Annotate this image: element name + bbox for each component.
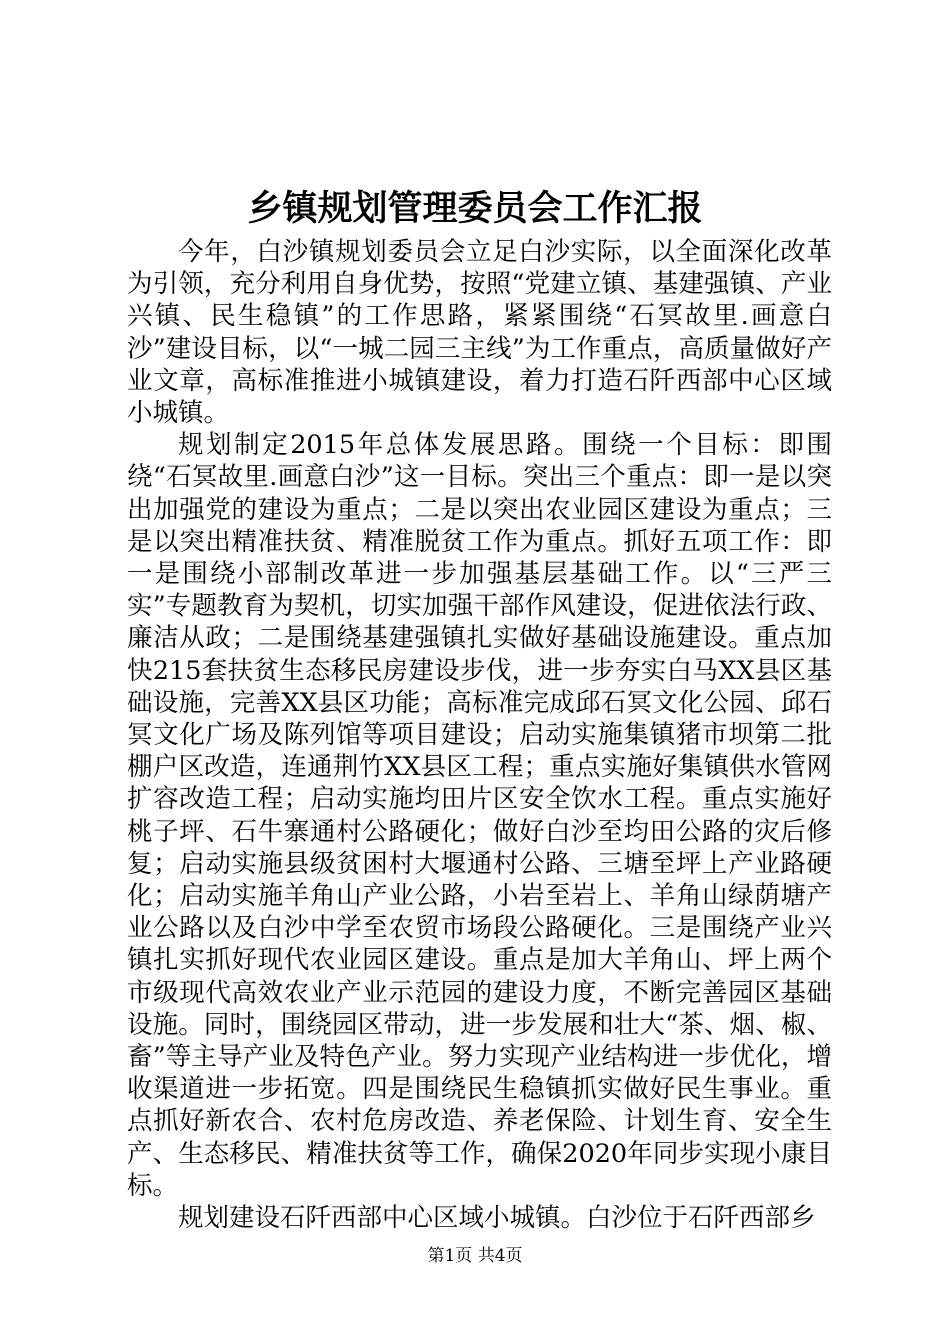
document-body bbox=[127, 236, 832, 1234]
page-number: 第1页 共4页 bbox=[427, 1246, 523, 1266]
paragraph-plan-2015: 规划制定2015年总体发展思路。围绕一个目标：即围绕“石冥故里.画意白沙”这一目标。突出三个重点：即一是以突出加强党的建设为重点；二是以突出农业园区建设为重点；三是以突出精准扶贫、精准脱贫工作为重点。抓好五项工作：即一是围绕小部制改革进一步加强基层基础工作。以“三严三实”专题教育为契机，切实加强干部作风建设，促进依法行政、廉洁从政；二是围绕基建强镇扎实做好基础设施建设。重点加快215套扶贫生态移民房建设步伐，进一步夯实白马XX县区基础设施，完善XX县区功能；高标准完成邱石冥文化公园、邱石冥文化广场及陈列馆等项目建设；启动实施集镇猪市坝第二批棚户区改造，连通荆竹XX县区工程；重点实施好集镇供水管网扩容改造工程；启动实施均田片区安全饮水工程。重点实施好桃子坪、石牛寨通村公路硬化；做好白沙至均田公路的灾后修复；启动实施县级贫困村大堰通村公路、三塘至坪上产业路硬化；启动实施羊角山产业公路，小岩至岩上、羊角山绿荫塘产业公路以及白沙中学至农贸市场段公路硬化。三是围绕产业兴镇扎实抓好现代农业园区建设。重点是加大羊角山、坪上两个市级现代高效农业产业示范园的建设力度，不断完善园区基础设施。同时，围绕园区带动，进一步发展和壮大“茶、烟、椒、畜”等主导产业及特色产业。努力实现产业结构进一步优化，增收渠道进一步拓宽。四是围绕民生稳镇抓实做好民生事业。重点抓好新农合、农村危房改造、养老保险、计划生育、安全生产、生态移民、精准扶贫等工作，确保2020年同步实现小康目标。 bbox=[127, 430, 832, 1201]
document-title: 乡镇规划管理委员会工作汇报 bbox=[247, 189, 703, 229]
paragraph-intro: 今年，白沙镇规划委员会立足白沙实际，以全面深化改革为引领，充分利用自身优势，按照“党建立镇、基建强镇、产业兴镇、民生稳镇”的工作思路，紧紧围绕“石冥故里.画意白沙”建设目标，以“一城二园三主线”为工作重点，高质量做好产业文章，高标准推进小城镇建设，着力打造石阡西部中心区域小城镇。 bbox=[127, 237, 832, 429]
paragraph-town-construction: 规划建设石阡西部中心区域小城镇。白沙位于石阡西部乡 bbox=[178, 1203, 816, 1234]
